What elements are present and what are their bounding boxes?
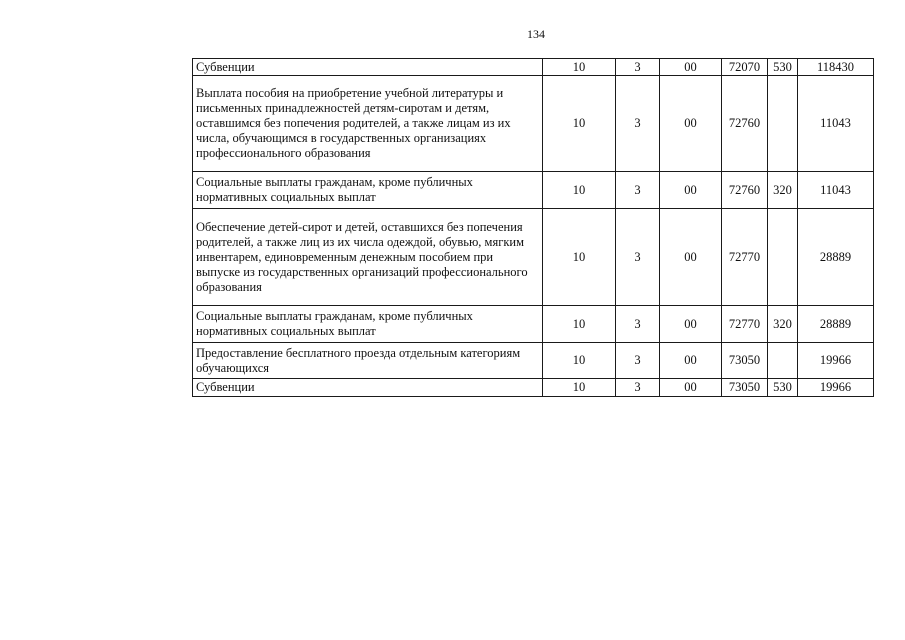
direction-code: 73050	[722, 379, 768, 397]
amount-value: 19966	[798, 343, 874, 379]
row-name: Предоставление бесплатного проезда отдельным категориям обучающихся	[193, 343, 543, 379]
program-code: 00	[660, 343, 722, 379]
direction-code: 72760	[722, 172, 768, 209]
subsection-code: 3	[616, 76, 660, 172]
direction-code: 73050	[722, 343, 768, 379]
budget-table	[192, 58, 874, 397]
expense-type-code: 320	[768, 172, 798, 209]
subsection-code: 3	[616, 172, 660, 209]
program-code: 00	[660, 209, 722, 306]
expense-type-code	[768, 76, 798, 172]
program-code: 00	[660, 59, 722, 76]
section-code: 10	[543, 59, 616, 76]
section-code: 10	[543, 343, 616, 379]
table-row	[193, 59, 874, 76]
amount-value: 28889	[798, 209, 874, 306]
table-row	[193, 379, 874, 397]
direction-code: 72770	[722, 306, 768, 343]
amount-value: 11043	[798, 172, 874, 209]
section-code: 10	[543, 379, 616, 397]
table-row	[193, 343, 874, 379]
subsection-code: 3	[616, 59, 660, 76]
subsection-code: 3	[616, 209, 660, 306]
table-row	[193, 209, 874, 306]
row-name: Социальные выплаты гражданам, кроме публичных нормативных социальных выплат	[193, 172, 543, 209]
row-name: Обеспечение детей-сирот и детей, оставшихся без попечения родителей, а также лиц из их числа одеждой, обувью, мягким инвентарем, единовременным денежным пособием при выпуске из государственных организаций профессионального образования	[193, 209, 543, 306]
direction-code: 72070	[722, 59, 768, 76]
program-code: 00	[660, 172, 722, 209]
row-name: Социальные выплаты гражданам, кроме публичных нормативных социальных выплат	[193, 306, 543, 343]
program-code: 00	[660, 379, 722, 397]
table-row	[193, 172, 874, 209]
table-row	[193, 76, 874, 172]
row-name: Выплата пособия на приобретение учебной литературы и письменных принадлежностей детям-сиротам и детям, оставшимся без попечения родителей, а также лицам из их числа, обучающимся в государственных организациях профессионального образования	[193, 76, 543, 172]
section-code: 10	[543, 209, 616, 306]
amount-value: 19966	[798, 379, 874, 397]
subsection-code: 3	[616, 343, 660, 379]
row-name: Субвенции	[193, 59, 543, 76]
row-name: Субвенции	[193, 379, 543, 397]
section-code: 10	[543, 172, 616, 209]
expense-type-code: 530	[768, 59, 798, 76]
direction-code: 72760	[722, 76, 768, 172]
page-number: 134	[527, 27, 545, 41]
expense-type-code: 320	[768, 306, 798, 343]
subsection-code: 3	[616, 306, 660, 343]
direction-code: 72770	[722, 209, 768, 306]
program-code: 00	[660, 306, 722, 343]
section-code: 10	[543, 76, 616, 172]
subsection-code: 3	[616, 379, 660, 397]
program-code: 00	[660, 76, 722, 172]
expense-type-code	[768, 343, 798, 379]
table-row	[193, 306, 874, 343]
amount-value: 28889	[798, 306, 874, 343]
section-code: 10	[543, 306, 616, 343]
amount-value: 118430	[798, 59, 874, 76]
expense-type-code	[768, 209, 798, 306]
amount-value: 11043	[798, 76, 874, 172]
expense-type-code: 530	[768, 379, 798, 397]
